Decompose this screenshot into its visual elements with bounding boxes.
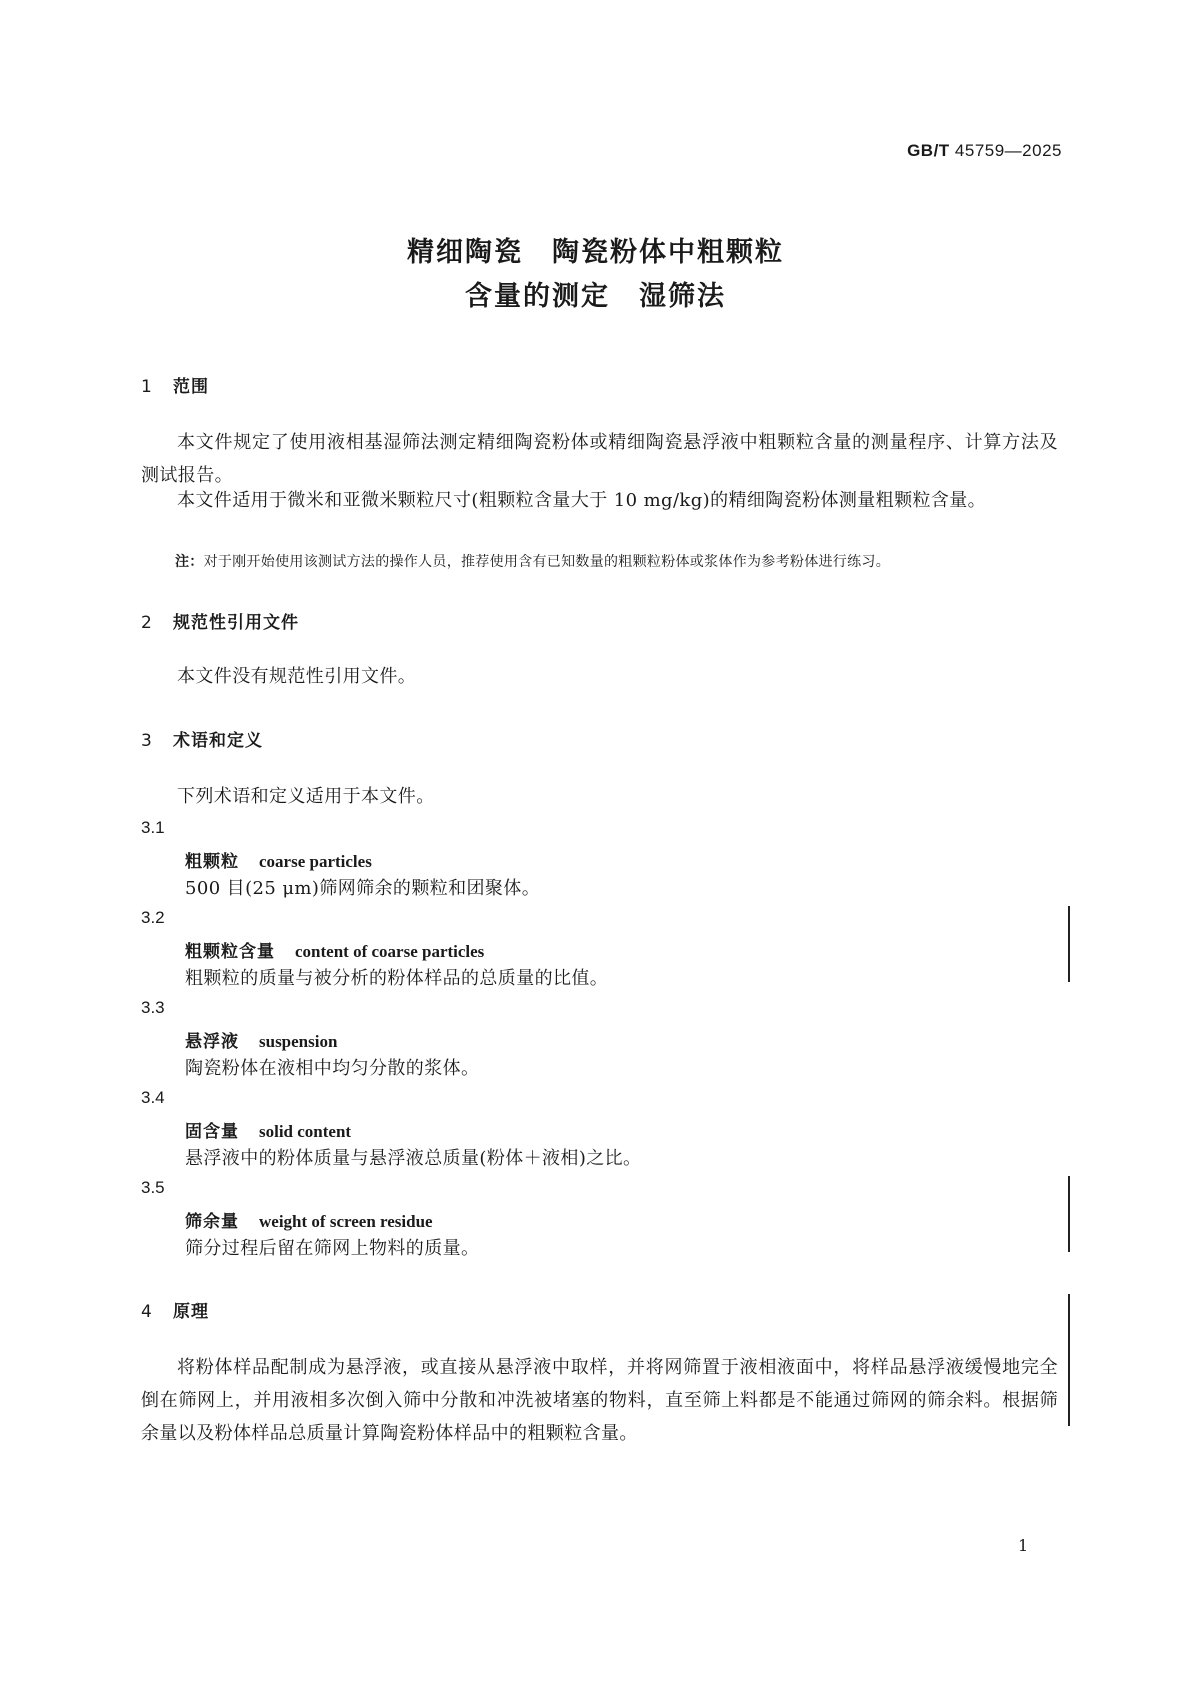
note-text: 对于刚开始使用该测试方法的操作人员，推荐使用含有已知数量的粗颗粒粉体或浆体作为参考粉体进行练习。 (203, 554, 891, 570)
note-label: 注： (175, 554, 204, 570)
term-name: 粗颗粒含量 content of coarse particles (185, 942, 485, 962)
change-bar (1068, 1176, 1070, 1252)
section-1-paragraph-2: 本文件适用于微米和亚微米颗粒尺寸(粗颗粒含量大于 10 mg/kg)的精细陶瓷粉体测量粗颗粒含量。 (177, 490, 987, 511)
term-definition: 500 目(25 μm)筛网筛余的颗粒和团聚体。 (185, 878, 541, 899)
page-number: 1 (1018, 1536, 1029, 1555)
term-definition: 粗颗粒的质量与被分析的粉体样品的总质量的比值。 (185, 968, 609, 989)
section-1-note (175, 551, 1060, 571)
term-name: 筛余量 weight of screen residue (185, 1212, 433, 1232)
term-number: 3.5 (141, 1178, 165, 1197)
term-name: 固含量 solid content (185, 1122, 352, 1142)
title-line-2: 含量的测定 湿筛法 (465, 281, 726, 312)
document-prefix: GB/T (907, 141, 950, 160)
term-definition: 陶瓷粉体在液相中均匀分散的浆体。 (185, 1058, 480, 1079)
term-number: 3.3 (141, 998, 165, 1017)
term-name: 悬浮液 suspension (185, 1032, 338, 1052)
term-number: 3.4 (141, 1088, 165, 1107)
change-bar (1068, 906, 1070, 982)
term-definition: 筛分过程后留在筛网上物料的质量。 (185, 1238, 480, 1259)
section-4-heading: 4 原理 (141, 1302, 209, 1322)
term-name: 粗颗粒 coarse particles (185, 852, 372, 872)
section-2-paragraph: 本文件没有规范性引用文件。 (177, 666, 417, 687)
section-2-heading: 2 规范性引用文件 (141, 613, 299, 633)
section-1-heading: 1 范围 (141, 377, 209, 397)
term-number: 3.2 (141, 908, 165, 927)
section-3-heading: 3 术语和定义 (141, 731, 263, 751)
section-4-paragraph: 将粉体样品配制成为悬浮液，或直接从悬浮液中取样，并将网筛置于液相液面中，将样品悬浮液缓慢地完全倒在筛网上，并用液相多次倒入筛中分散和冲洗被堵塞的物料，直至筛上料都是不能通过筛网的筛余料。根据筛余量以及粉体样品总质量计算陶瓷粉体样品中的粗颗粒含量。 (141, 1357, 1058, 1444)
title-line-1: 精细陶瓷 陶瓷粉体中粗颗粒 (407, 237, 784, 268)
term-number: 3.1 (141, 818, 165, 837)
change-bar (1068, 1294, 1070, 1426)
document-number (907, 141, 1062, 161)
term-definition: 悬浮液中的粉体质量与悬浮液总质量(粉体＋液相)之比。 (185, 1148, 642, 1169)
section-3-intro: 下列术语和定义适用于本文件。 (177, 786, 435, 807)
document-code: 45759—2025 (954, 141, 1062, 160)
section-1-paragraph-1: 本文件规定了使用液相基湿筛法测定精细陶瓷粉体或精细陶瓷悬浮液中粗颗粒含量的测量程序、计算方法及测试报告。 (141, 432, 1058, 486)
